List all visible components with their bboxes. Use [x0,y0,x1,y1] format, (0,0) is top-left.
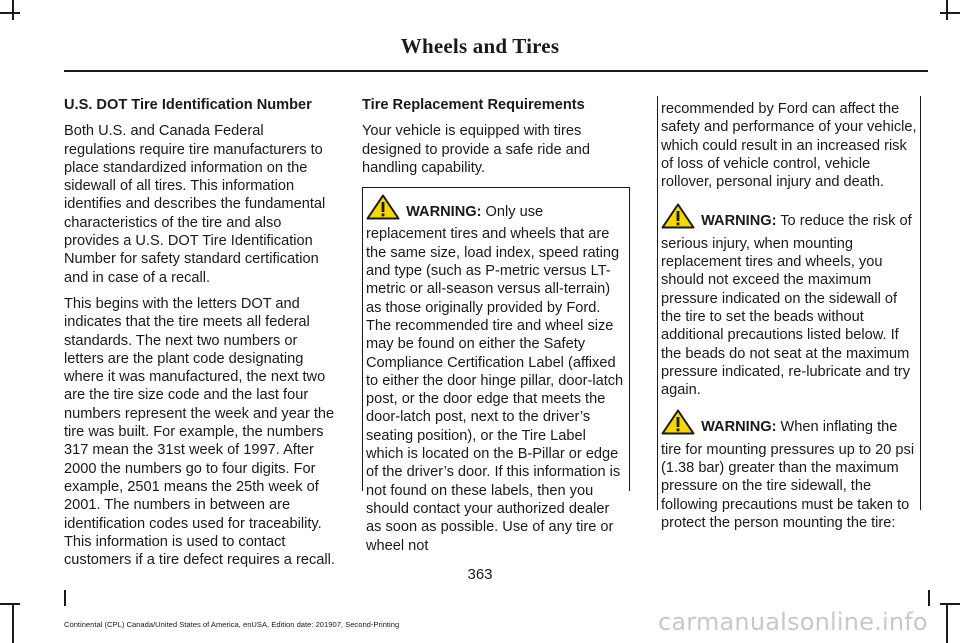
watermark: carmanualsonline.info [658,608,928,636]
crop-mark [946,0,948,20]
crop-mark [0,12,20,14]
crop-mark [12,0,14,20]
warning [366,194,626,555]
paragraph: Your vehicle is equipped with tires designed to provide a safe ride and handling capability. [362,123,590,176]
crop-mark [12,603,14,643]
warning-text: Only use replacement tires and wheels that are the same size, load index, speed rating and type (such as P-metric versus LT-metric or all-season versus all-terrain) as those originally provided by Ford. The recommended tire and wheel size may be found on either the Safety Compliance Certification Label (affixed to either the door hinge pillar, door-latch post, or the door edge that meets the door-latch post, next to the driver’s seating position), or the Tire Label which is located on the B-Pillar or edge of the driver’s door. If this information is not found on these labels, then you should contact your authorized dealer as soon as possible. Use of any tire or wheel not [366,204,624,554]
crop-mark [946,603,948,643]
warning-triangle-icon [661,203,695,234]
page-title: Wheels and Tires [400,34,560,58]
warning-label: WARNING: [701,213,777,230]
column-3 [657,96,921,531]
warning [661,203,917,399]
header-rule [64,70,928,72]
warning [661,409,917,532]
edition-footer: Continental (CPL) Canada/United States of America, enUSA, Edition date: 201907, Second-Printing [64,620,400,629]
crop-mark [64,590,66,606]
crop-mark [0,603,20,605]
crop-mark [940,12,960,14]
crop-mark [928,590,930,606]
paragraph: recommended by Ford can affect the safety and performance of your vehicle, which could result in an increased risk of loss of vehicle control, vehicle rollover, personal injury and death. [661,101,917,191]
warning-box [362,187,630,554]
crop-mark [940,603,960,605]
warning-label: WARNING: [701,419,777,436]
paragraph: This begins with the letters DOT and indicates that the tire meets all federal standards. The next two numbers or letters are the plant code designating where it was manufactured, the next two are the tire size code and the last four numbers represent the week and year the tire was built. For example, the numbers 317 mean the 31st week of 1997. After 2000 the numbers go to four digits. For example, 2501 means the 25th week of 2001. The numbers in between are identification codes used for traceability. This information is used to contact customers if a tire defect requires a recall. [64,295,335,569]
section-heading: U.S. DOT Tire Identification Number [64,97,312,113]
section-heading: Tire Replacement Requirements [362,97,585,113]
warning-triangle-icon [366,194,400,225]
warning-label: WARNING: [406,204,482,221]
column-1 [64,96,336,577]
warning-text: To reduce the risk of serious injury, when mounting replacement tires and wheels, you should not exceed the maximum pressure indicated on the sidewall of the tire to set the beads without additional precautions listed below. If the beads do not seat at the maximum pressure indicated, re-lubricate and try again. [661,213,912,399]
paragraph: Both U.S. and Canada Federal regulations require tire manufacturers to place standardized information on the sidewall of all tires. This information identifies and describes the fundamental characteristics of the tire and also provides a U.S. DOT Tire Identification Number for safety standard certification and in case of a recall. [64,123,326,286]
warning-text: When inflating the tire for mounting pressures up to 20 psi (1.38 bar) greater than the maximum pressure on the tire sidewall, the following precautions must be taken to protect the person mounting the tire: [661,419,915,531]
warning-triangle-icon [661,409,695,440]
warning-box [657,96,921,531]
column-2 [362,96,630,554]
page-number: 363 [467,566,493,583]
